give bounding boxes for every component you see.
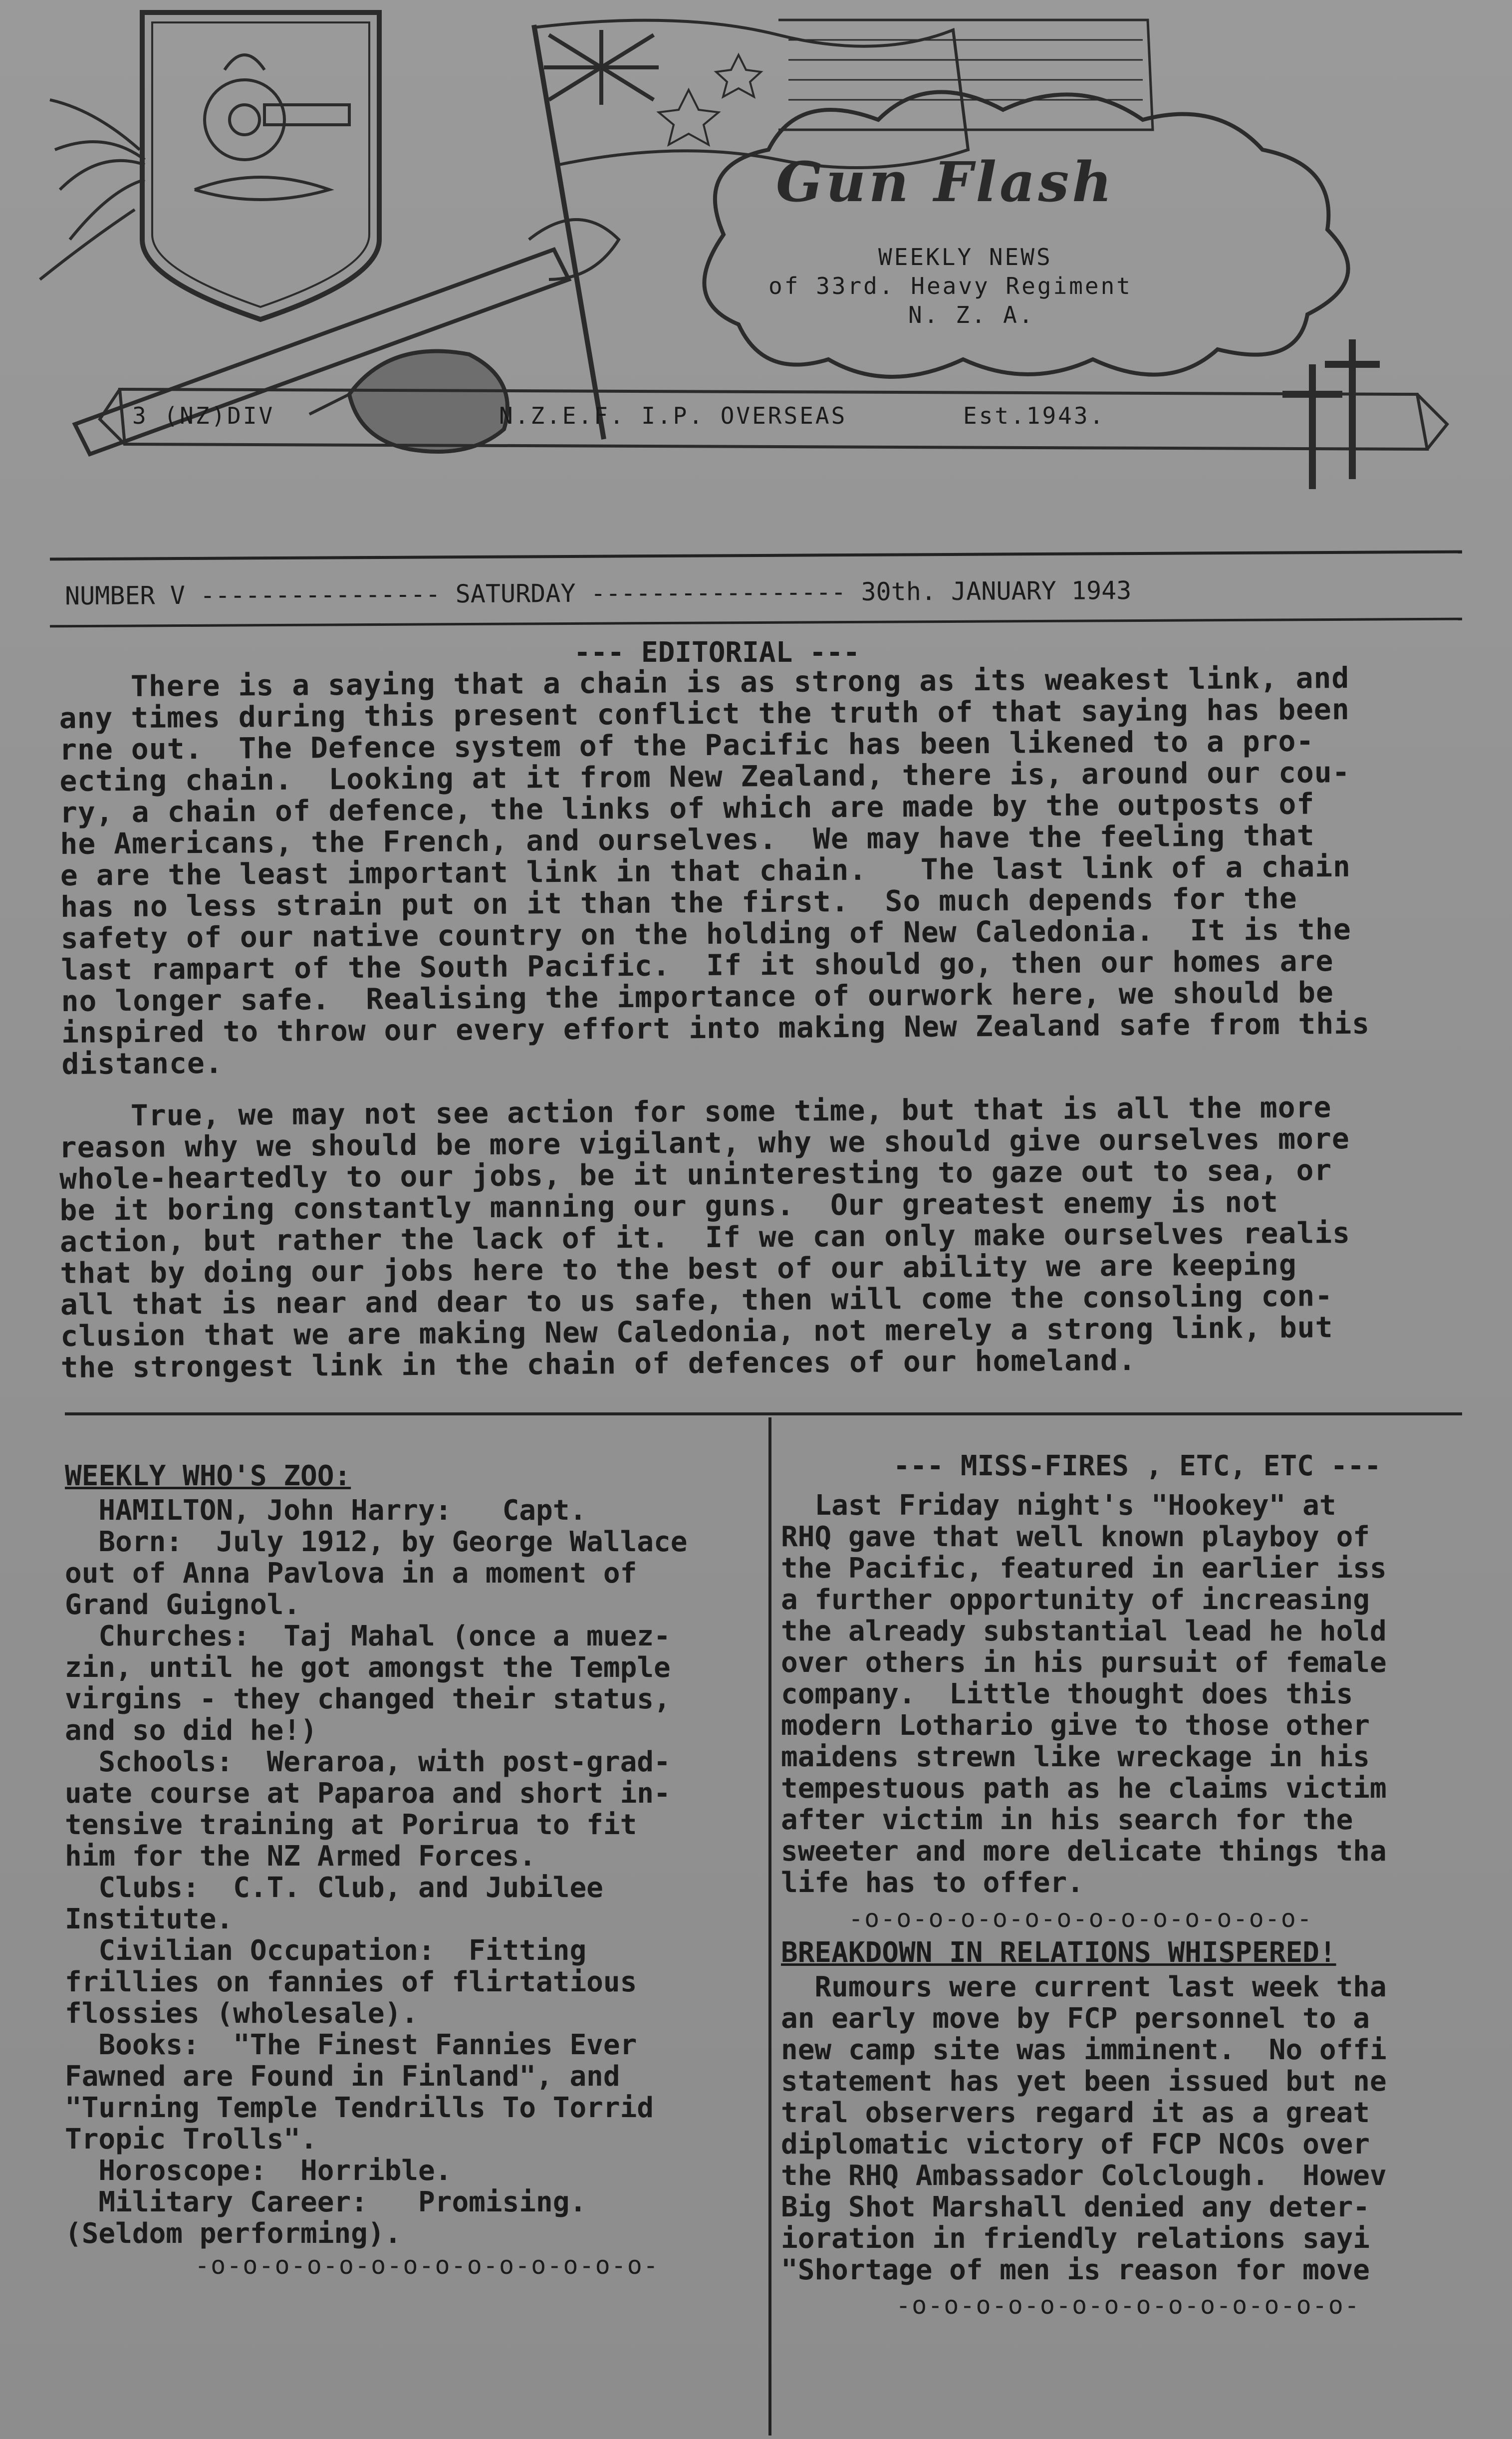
text-line: no longer safe. Realising the importance of ourwork here, we should be xyxy=(61,975,1334,1018)
text-line: and so did he!) xyxy=(65,1714,317,1747)
artillery-badge-icon xyxy=(142,12,379,319)
text-line: ecting chain. Looking at it from New Zealand, there is, around our cou- xyxy=(59,755,1350,798)
text-line: Institute. xyxy=(65,1903,234,1935)
text-line: Books: "The Finest Fannies Ever xyxy=(65,2029,637,2061)
section-rule xyxy=(65,1412,1462,1415)
text-line: be it boring constantly manning our guns. Our greatest enemy is not xyxy=(59,1184,1279,1227)
text-line: flossies (wholesale). xyxy=(65,1997,419,2030)
text-line: action, but rather the lack of it. If we can only make ourselves realis xyxy=(59,1215,1351,1259)
issue-day: SATURDAY xyxy=(455,578,576,609)
palm-tree-icon xyxy=(40,100,145,279)
text-line: Churches: Taj Mahal (once a muez- xyxy=(65,1620,671,1652)
text-line: distance. xyxy=(61,1046,224,1081)
text-line: rne out. The Defence system of the Pacific has been likened to a pro- xyxy=(59,724,1314,767)
banner-division: 3 (NZ)DIV xyxy=(132,402,275,429)
text-line: new camp site was imminent. No offi xyxy=(781,2034,1387,2066)
text-line: Big Shot Marshall denied any deter- xyxy=(781,2191,1370,2223)
text-line: any times during this present conflict the truth of that saying has been xyxy=(59,692,1350,735)
text-line: RHQ gave that well known playboy of xyxy=(781,1521,1370,1553)
text-line: HAMILTON, John Harry: Capt. xyxy=(65,1494,587,1527)
text-line: out of Anna Pavlova in a moment of xyxy=(65,1557,637,1590)
masthead-subtitle-weekly: WEEKLY NEWS xyxy=(878,244,1052,271)
text-line: safety of our native country on the holding of New Caledonia. It is the xyxy=(60,912,1352,955)
text-line: all that is near and dear to us safe, then will come the consoling con- xyxy=(60,1279,1333,1322)
dateline xyxy=(65,574,1447,611)
banner-nzef: N.Z.E.F. I.P. OVERSEAS xyxy=(499,402,847,429)
text-line: Rumours were current last week tha xyxy=(781,1971,1387,2003)
column-separator: -o-o-o-o-o-o-o-o-o-o-o-o-o-o- xyxy=(896,2291,1360,2320)
text-line: whole-heartedly to our jobs, be it uninteresting to gaze out to sea, or xyxy=(59,1153,1332,1196)
kiwi-icon xyxy=(309,351,507,452)
text-line: Civilian Occupation: Fitting xyxy=(65,1934,587,1967)
text-line: True, we may not see action for some time, but that is all the more xyxy=(58,1090,1332,1133)
editorial-paragraph-2 xyxy=(59,1091,1351,1383)
masthead-title: Gun Flash xyxy=(776,150,1115,214)
issue-number: NUMBER V xyxy=(64,580,185,611)
text-line: uate course at Paparoa and short in- xyxy=(65,1777,671,1810)
text-line: the Pacific, featured in earlier iss xyxy=(781,1552,1387,1585)
whos-zoo-body xyxy=(65,1495,687,2249)
text-line: statement has yet been issued but ne xyxy=(781,2065,1387,2098)
text-line: (Seldom performing). xyxy=(65,2217,402,2250)
text-line: frillies on fannies of flirtatious xyxy=(65,1966,637,1998)
text-line: Tropic Trolls". xyxy=(65,2123,317,2156)
text-line: There is a saying that a chain is as strong as its weakest link, and xyxy=(58,660,1350,704)
text-line: zin, until he got amongst the Temple xyxy=(65,1651,671,1684)
column-separator: -o-o-o-o-o-o-o-o-o-o-o-o-o-o- xyxy=(848,1904,1313,1933)
banner-established: Est.1943. xyxy=(963,402,1106,429)
top-rule xyxy=(50,550,1462,561)
text-line: Fawned are Found in Finland", and xyxy=(65,2060,620,2093)
whos-zoo-heading: WEEKLY WHO'S ZOO: xyxy=(65,1460,351,1492)
text-line: e are the least important link in that chain. The last link of a chain xyxy=(60,849,1351,892)
text-line: last rampart of the South Pacific. If it should go, then our homes are xyxy=(60,944,1334,987)
text-line: the RHQ Ambassador Colclough. Howev xyxy=(781,2160,1387,2192)
text-line: Last Friday night's "Hookey" at xyxy=(781,1489,1336,1522)
text-line: has no less strain put on it than the first. So much depends for the xyxy=(60,881,1297,924)
text-line: ioration in friendly relations sayi xyxy=(781,2222,1370,2255)
text-line: Military Career: Promising. xyxy=(65,2186,587,2218)
dateline-rule xyxy=(50,618,1462,628)
text-line: diplomatic victory of FCP NCOs over xyxy=(781,2128,1370,2161)
text-line: Clubs: C.T. Club, and Jubilee xyxy=(65,1872,603,1904)
text-line: life has to offer. xyxy=(781,1867,1084,1899)
text-line: Born: July 1912, by George Wallace xyxy=(65,1526,688,1558)
text-line: Grand Guignol. xyxy=(65,1589,301,1621)
masthead-subtitle-nza: N. Z. A. xyxy=(908,301,1035,328)
dateline-dashes: ---------------- xyxy=(200,579,441,610)
text-line: tral observers regard it as a great xyxy=(781,2097,1370,2129)
text-line: tensive training at Porirua to fit xyxy=(65,1809,637,1841)
text-line: he Americans, the French, and ourselves. We may have the feeling that xyxy=(60,818,1315,861)
text-line: tempestuous path as he claims victim xyxy=(781,1772,1387,1805)
text-line: maidens strewn like wreckage in his xyxy=(781,1741,1370,1773)
text-line: that by doing our jobs here to the best of our ability we are keeping xyxy=(60,1247,1297,1290)
cross-icon xyxy=(1282,339,1380,489)
cloud-icon xyxy=(704,92,1348,377)
text-line: clusion that we are making New Caledonia, not merely a strong link, but xyxy=(60,1310,1333,1353)
editorial-paragraph-1 xyxy=(59,662,1370,1080)
text-line: Horoscope: Horrible. xyxy=(65,2155,452,2187)
text-line: after victim in his search for the xyxy=(781,1804,1353,1836)
text-line: inspired to throw our every effort into making New Zealand safe from this xyxy=(61,1006,1370,1050)
text-line: the already substantial lead he hold xyxy=(781,1615,1387,1647)
text-line: over others in his pursuit of female xyxy=(781,1646,1387,1679)
text-line: an early move by FCP personnel to a xyxy=(781,2002,1370,2035)
breakdown-body xyxy=(781,1971,1387,2286)
flag-icon xyxy=(534,20,1153,439)
text-line: "Shortage of men is reason for move xyxy=(781,2254,1370,2286)
issue-date: 30th. JANUARY 1943 xyxy=(861,576,1132,606)
text-line: a further opportunity of increasing xyxy=(781,1584,1370,1616)
text-line: sweeter and more delicate things tha xyxy=(781,1835,1387,1868)
miss-fires-body xyxy=(781,1490,1387,1898)
column-separator: -o-o-o-o-o-o-o-o-o-o-o-o-o-o- xyxy=(195,2251,659,2280)
text-line: modern Lothario give to those other xyxy=(781,1709,1370,1742)
breakdown-heading: BREAKDOWN IN RELATIONS WHISPERED! xyxy=(781,1936,1336,1969)
column-divider xyxy=(768,1417,771,2436)
masthead-subtitle-regiment: of 33rd. Heavy Regiment xyxy=(768,272,1132,299)
text-line: "Turning Temple Tendrills To Torrid xyxy=(65,2092,654,2124)
text-line: Schools: Weraroa, with post-grad- xyxy=(65,1746,671,1778)
editorial-heading: --- EDITORIAL --- xyxy=(574,636,860,669)
miss-fires-heading: --- MISS-FIRES , ETC, ETC --- xyxy=(893,1450,1381,1482)
text-line: reason why we should be more vigilant, why we should give ourselves more xyxy=(59,1121,1350,1164)
text-line: virgins - they changed their status, xyxy=(65,1683,671,1715)
text-line: him for the NZ Armed Forces. xyxy=(65,1840,536,1873)
text-line: the strongest link in the chain of defences of our homeland. xyxy=(60,1343,1137,1384)
text-line: company. Little thought does this xyxy=(781,1678,1353,1710)
text-line: ry, a chain of defence, the links of which are made by the outposts of xyxy=(59,787,1315,829)
dateline-dashes: ----------------- xyxy=(590,577,846,608)
